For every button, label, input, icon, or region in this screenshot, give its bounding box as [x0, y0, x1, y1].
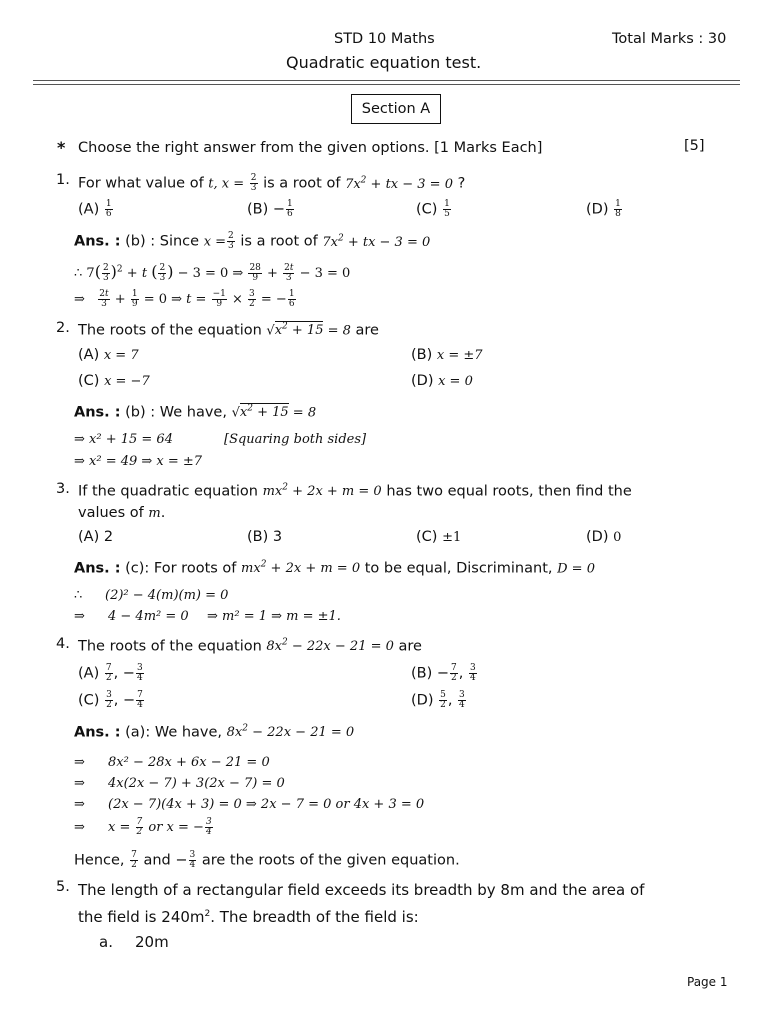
answer-3: Ans. : (c): For roots of $mx^2 + 2x + m = 0$ to be equal, Discriminant, D = 0: [74, 560, 595, 577]
q3-work-2-sym: ⇒: [74, 609, 85, 624]
answer-4: Ans. : (a): We have, $8x^2 - 22x - 21 = 0$: [74, 724, 355, 741]
header-rule-top: [33, 80, 740, 81]
q4-work-2: 4x(2x − 7) + 3(2x − 7) = 0: [108, 776, 285, 791]
answer-1: Ans. : (b) : Since x = $\frac{2}{3}$ is a root of $7x^2$ + tx − 3 = 0: [74, 231, 431, 251]
question-3-text-2: values of m.: [78, 505, 166, 521]
question-5-line-1: The length of a rectangular field exceeds its breadth by 8m and the area of: [78, 881, 645, 899]
answer-label: Ans. :: [74, 233, 121, 250]
q3-work-1-sym: ∴: [74, 588, 83, 603]
option-c: (C) $\frac{1}{5}$: [416, 199, 450, 219]
question-number: 5.: [56, 879, 70, 895]
q4-arrow-3: ⇒: [74, 797, 85, 812]
page-number: Page 1: [687, 975, 728, 989]
q4-work-1: 8x² − 28x + 6x − 21 = 0: [108, 755, 270, 770]
question-number: 4.: [56, 636, 70, 652]
q2-work-note: [Squaring both sides]: [224, 432, 367, 447]
q1-text-c: ?: [457, 175, 466, 192]
question-number: 1.: [56, 172, 70, 188]
q2-work-1: ⇒ x² + 15 = 64: [74, 432, 173, 447]
option-a: (A) $\frac{7}{2}$ , − $\frac{3}{4}$: [78, 663, 143, 683]
question-4-text: The roots of the equation $8x^2 - 22x - 21 = 0$ are: [78, 638, 422, 655]
option-b: (B) − $\frac{7}{2}$ , $\frac{3}{4}$: [411, 663, 476, 683]
fraction: $\frac{2}{3}$: [250, 173, 257, 193]
option-a: (A) x = 7: [78, 347, 139, 363]
question-2-text: The roots of the equation $√x^2 + 15 = 8$ are: [78, 322, 379, 339]
option-b: (B) 3: [247, 529, 283, 545]
option-d: (D) $\frac{1}{8}$: [586, 199, 621, 219]
question-1-text: [78, 174, 465, 193]
option-d: (D) $\frac{5}{2}$ , $\frac{3}{4}$: [411, 690, 465, 710]
option-b: (B) x = ±7: [411, 347, 483, 363]
question-number: 3.: [56, 481, 70, 497]
answer-2: Ans. : (b) : We have, $√x^2 + 15 = 8$: [74, 404, 317, 421]
option-a: (A) $\frac{1}{6}$: [78, 199, 112, 219]
q4-arrow-2: ⇒: [74, 776, 85, 791]
option-c: (C) $\frac{3}{2}$ , − $\frac{7}{4}$: [78, 690, 143, 710]
class-label: STD 10 Maths: [334, 31, 435, 47]
q1-text-b: is a root of: [263, 175, 341, 192]
option-c: (C) ±1: [416, 529, 462, 545]
q5-option-value: 20m: [135, 933, 169, 951]
q1-work-1: ∴ 7( $\frac{2}{3}$ )$^2$ + t ( $\frac{2}{3}$ ) − 3 = 0 ⇒ $\frac{28}{9}$ + $\frac{2t}{3}$ − 3 = 0: [74, 262, 351, 283]
instruction-star: *: [57, 138, 66, 157]
section-marks: [5]: [684, 138, 705, 154]
q3-work-1: (2)² − 4(m)(m) = 0: [105, 588, 229, 603]
q4-work-3: (2x − 7)(4x + 3) = 0 ⇒ 2x − 7 = 0 or 4x + 3 = 0: [108, 797, 425, 812]
q3-work-3: ⇒ m² = 1 ⇒ m = ±1.: [207, 609, 341, 624]
header-rule-bottom: [33, 84, 740, 85]
q5-option-label: a.: [99, 933, 113, 951]
q1-work-2: ⇒ $\frac{2t}{3}$ + $\frac{1}{9}$ = 0 ⇒ t = $\frac{-1}{9}$ × $\frac{3}{2}$ = − $\frac{1}{6}$: [74, 289, 295, 309]
q1-math-t: t, x =: [208, 176, 245, 192]
q2-work-2: ⇒ x² = 49 ⇒ x = ±7: [74, 454, 203, 469]
section-title: Section A: [351, 94, 441, 124]
q1-math-eq: $7x^2$ + tx − 3 = 0: [345, 175, 453, 192]
question-5-line-2: the field is $240m^2$. The breadth of the field is:: [78, 908, 419, 926]
option-a: (A) 2: [78, 529, 114, 545]
q4-work-4: x = $\frac{7}{2}$ or x = − $\frac{3}{4}$: [108, 817, 212, 837]
q4-arrow-4: ⇒: [74, 820, 85, 835]
q3-work-2: 4 − 4m² = 0: [108, 609, 189, 624]
option-c: (C) x = −7: [78, 373, 150, 389]
q4-hence: Hence, $\frac{7}{2}$ and − $\frac{3}{4}$ are the roots of the given equation.: [74, 850, 460, 870]
question-3-text: If the quadratic equation $mx^2 + 2x + m = 0$ has two equal roots, then find the: [78, 483, 632, 500]
question-number: 2.: [56, 320, 70, 336]
q4-arrow-1: ⇒: [74, 755, 85, 770]
total-marks: Total Marks : 30: [612, 31, 727, 47]
option-d: (D) x = 0: [411, 373, 473, 389]
test-title: Quadratic equation test.: [286, 53, 482, 72]
q1-text-a: For what value of: [78, 175, 204, 192]
option-b: (B) − $\frac{1}{6}$: [247, 199, 293, 219]
instruction-text: Choose the right answer from the given options. [1 Marks Each]: [78, 140, 543, 156]
option-d: (D) 0: [586, 529, 622, 545]
